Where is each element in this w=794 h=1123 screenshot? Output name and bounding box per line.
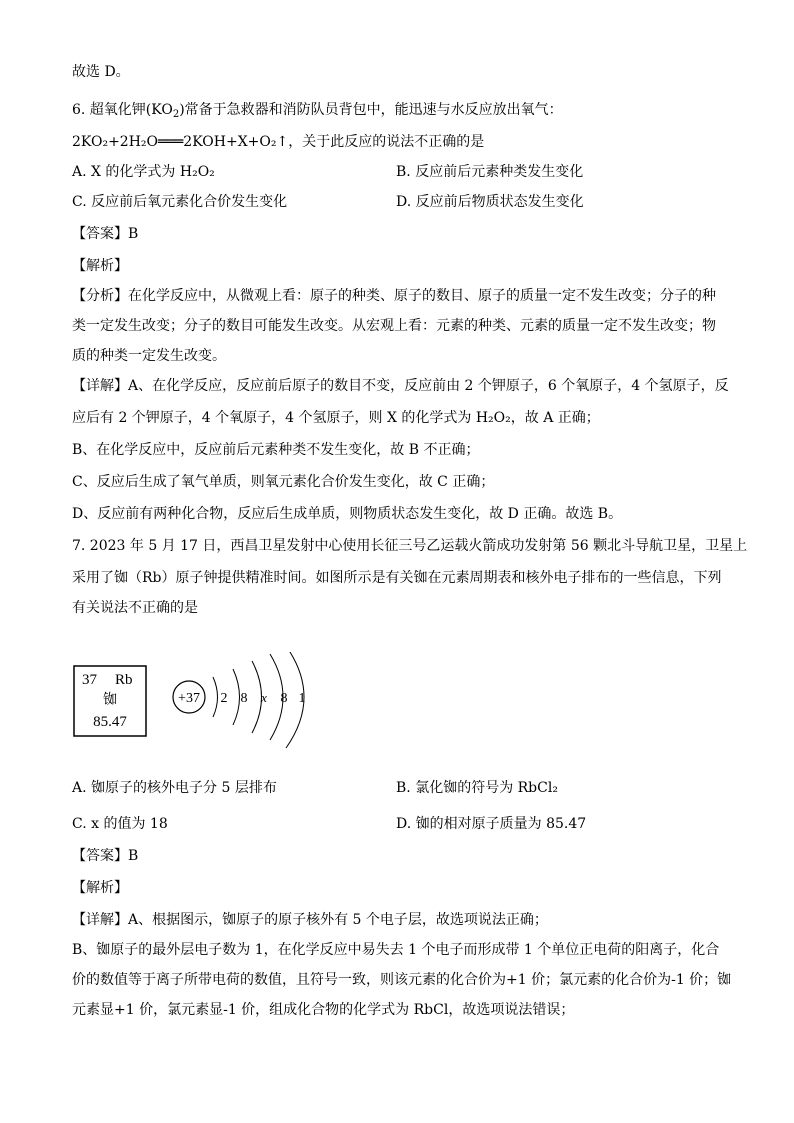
option-7d: D. 铷的相对原子质量为 85.47 [396, 816, 587, 832]
element-card-number: 37 [82, 672, 97, 688]
atom-structure [173, 652, 306, 748]
shell-electron-count: x [261, 690, 267, 705]
analysis-text: 【分析】在化学反应中，从微观上看：原子的种类、原子的数目、原子的质量一定不发生改变；分子的种 [72, 288, 716, 304]
option-6d: D. 反应前后物质状态发生变化 [396, 194, 584, 210]
option-7a: A. 铷原子的核外电子分 5 层排布 [72, 780, 277, 796]
detail-text: 应后有 2 个钾原子，4 个氧原子，4 个氢原子，则 X 的化学式为 H₂O₂，故 A 正确； [72, 410, 600, 426]
detail-text: D、反应前有两种化合物，反应后生成单质，则物质状态发生变化，故 D 正确。故选 B。 [72, 506, 623, 522]
option-7b: B. 氯化铷的符号为 RbCl₂ [396, 780, 558, 796]
analysis-text: 质的种类一定发生改变。 [72, 348, 226, 364]
option-6c: C. 反应前后氧元素化合价发生变化 [72, 194, 288, 210]
question-6-stem: 6. 超氧化钾$(KO_2)$常备于急救器和消防队员背包中，能迅速与水反应放出氧气： [72, 102, 563, 120]
rubidium-diagram [72, 652, 372, 792]
option-6b: B. 反应前后元素种类发生变化 [396, 164, 584, 180]
question-7-stem: 采用了铷（Rb）原子钟提供精准时间。如图所示是有关铷在元素周期表和核外电子排布的一些信息，下列 [72, 570, 722, 586]
element-card-symbol: Rb [115, 672, 133, 688]
question-6-equation: 2KO₂+2H₂O═══2KOH+X+O₂↑，关于此反应的说法不正确的是 [72, 134, 485, 150]
shell-electron-count: 1 [298, 691, 306, 706]
electron-shell-arc [233, 669, 240, 725]
option-7c: C. x 的值为 18 [72, 816, 168, 832]
analysis-heading-6: 【解析】 [72, 258, 128, 274]
detail-text: C、反应后生成了氧气单质，则氧元素化合价发生变化，故 C 正确； [72, 474, 495, 490]
option-6a: A. X 的化学式为 H₂O₂ [72, 164, 215, 180]
detail-text: B、在化学反应中，反应前后元素种类不发生变化，故 B 不正确； [72, 442, 480, 458]
nucleus-charge: +37 [178, 691, 200, 706]
detail-text: 【详解】A、根据图示，铷原子的原子核外有 5 个电子层，故选项说法正确； [72, 912, 548, 928]
detail-text: 【详解】A、在化学反应，反应前后原子的数目不变，反应前由 2 个钾原子，6 个氧原子，4 个氢原子，反 [72, 378, 729, 394]
element-card [74, 666, 146, 736]
detail-text: B、铷原子的最外层电子数为 1，在化学反应中易失去 1 个电子而形成带 1 个单位正电荷的阳离子，化合 [72, 942, 720, 958]
shell-electron-count: 8 [280, 691, 288, 706]
shell-electron-count: 2 [220, 691, 228, 706]
detail-text: 价的数值等于离子所带电荷的数值，且符号一致，则该元素的化合价为+1 价；氯元素的化合价为-1 价；铷 [72, 972, 732, 988]
analysis-text: 类一定发生改变；分子的数目可能发生改变。从宏观上看：元素的种类、元素的质量一定不发生改变；物 [72, 318, 716, 334]
text-line: 故选 D。 [72, 64, 130, 80]
element-card-name: 铷 [103, 692, 117, 708]
question-7-stem: 有关说法不正确的是 [72, 600, 198, 616]
analysis-heading-7: 【解析】 [72, 880, 128, 896]
electron-shell-arc [213, 677, 218, 717]
detail-text: 元素显+1 价，氯元素显-1 价，组成化合物的化学式为 RbCl，故选项说法错误； [72, 1002, 575, 1018]
answer-6: 【答案】B [72, 226, 139, 242]
question-7-stem: 7. 2023 年 5 月 17 日，西昌卫星发射中心使用长征三号乙运载火箭成功发射第 56 颗北斗导航卫星，卫星上 [72, 538, 748, 554]
answer-7: 【答案】B [72, 848, 139, 864]
electron-shell-arc [252, 661, 262, 733]
shell-electron-count: 8 [240, 691, 248, 706]
element-card-mass: 85.47 [93, 714, 127, 730]
